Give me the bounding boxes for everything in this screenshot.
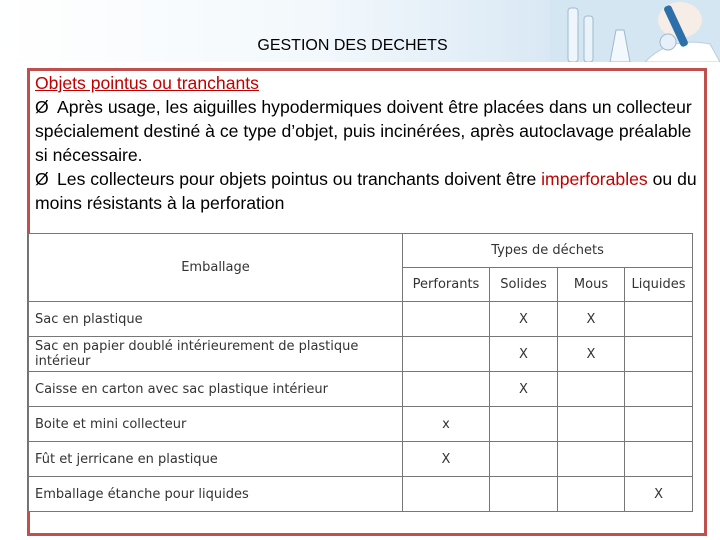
- text-block: [35, 71, 703, 215]
- bullet-2-text: Les collecteurs pour objets pointus ou tranchants doivent être: [57, 169, 537, 189]
- cell-mark: X: [490, 372, 558, 407]
- table-row: [29, 407, 693, 442]
- row-label: Boite et mini collecteur: [29, 407, 403, 442]
- cell-mark: X: [558, 337, 625, 372]
- cell-mark: [403, 477, 490, 512]
- section-title: Objets pointus ou tranchants: [35, 73, 259, 93]
- row-label: Sac en plastique: [29, 302, 403, 337]
- cell-mark: [403, 302, 490, 337]
- cell-mark: X: [490, 302, 558, 337]
- col-solides: Solides: [490, 268, 558, 302]
- bullet-1: [35, 95, 703, 167]
- bullet-2-text-after: ou du moins résistants à la perforation: [35, 169, 697, 213]
- cell-mark: x: [403, 407, 490, 442]
- cell-mark: [490, 407, 558, 442]
- header-packaging: Emballage: [29, 234, 403, 302]
- cell-mark: X: [625, 477, 693, 512]
- cell-mark: [403, 372, 490, 407]
- cell-mark: [490, 477, 558, 512]
- page-title: GESTION DES DECHETS: [257, 37, 448, 54]
- waste-packaging-table: [28, 233, 693, 512]
- bullet-2: [35, 167, 703, 215]
- cell-mark: X: [490, 337, 558, 372]
- cell-mark: [490, 442, 558, 477]
- table-row: [29, 442, 693, 477]
- cell-mark: [625, 442, 693, 477]
- col-mous: Mous: [558, 268, 625, 302]
- cell-mark: [558, 372, 625, 407]
- cell-mark: [625, 407, 693, 442]
- row-label: Sac en papier doublé intérieurement de plastique intérieur: [29, 337, 403, 372]
- cell-mark: [558, 477, 625, 512]
- table-row: [29, 302, 693, 337]
- cell-mark: [558, 442, 625, 477]
- cell-mark: [403, 337, 490, 372]
- arrow-bullet-icon: Ø: [35, 97, 49, 117]
- table-row: [29, 337, 693, 372]
- row-label: Emballage étanche pour liquides: [29, 477, 403, 512]
- bullet-2-highlight: imperforables: [541, 169, 648, 189]
- bullet-1-text: Après usage, les aiguilles hypodermiques doivent être placées dans un collecteur spécialement destiné à ce type d’objet, puis incinérées, après autoclavage préalable si nécessaire.: [35, 97, 692, 165]
- row-label: Fût et jerricane en plastique: [29, 442, 403, 477]
- table-row: [29, 477, 693, 512]
- table-row: [29, 372, 693, 407]
- cell-mark: X: [403, 442, 490, 477]
- col-perforants: Perforants: [403, 268, 490, 302]
- cell-mark: X: [558, 302, 625, 337]
- cell-mark: [625, 302, 693, 337]
- cell-mark: [558, 407, 625, 442]
- col-liquides: Liquides: [625, 268, 693, 302]
- arrow-bullet-icon: Ø: [35, 169, 49, 189]
- cell-mark: [625, 372, 693, 407]
- cell-mark: [625, 337, 693, 372]
- row-label: Caisse en carton avec sac plastique intérieur: [29, 372, 403, 407]
- header-waste-types: Types de déchets: [403, 234, 693, 268]
